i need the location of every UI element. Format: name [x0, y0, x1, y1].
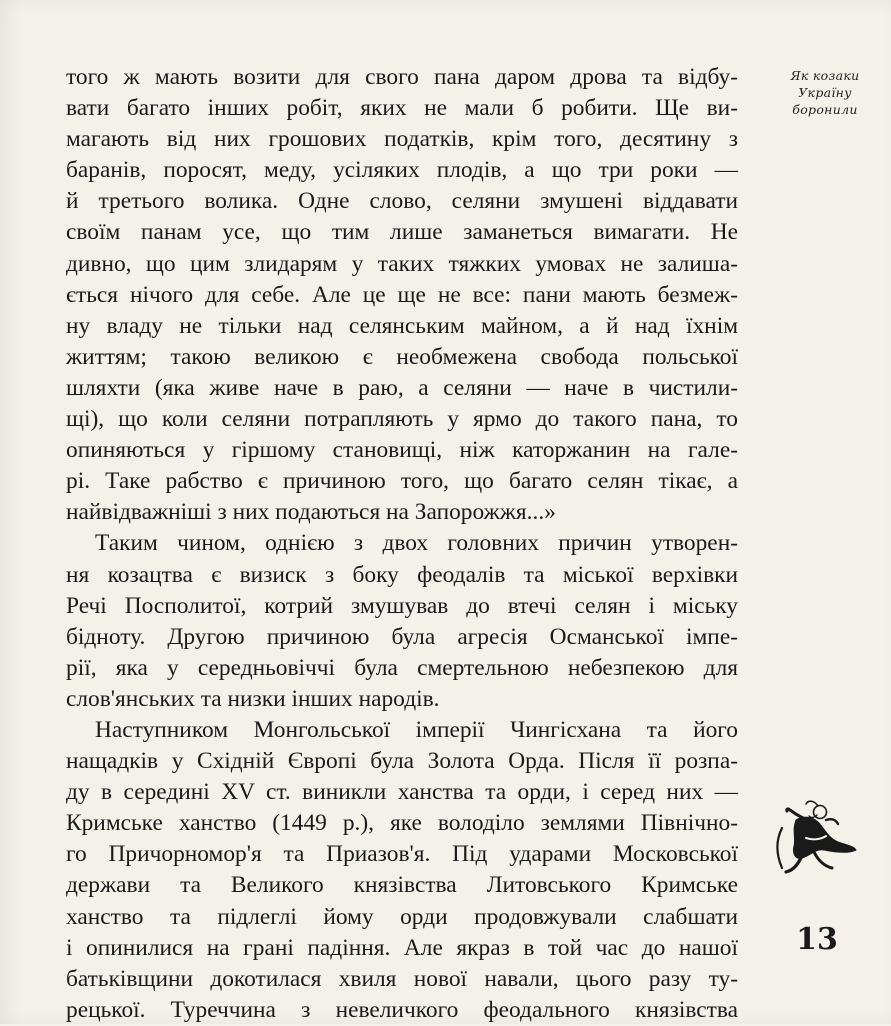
text-line: бідноту. Другою причиною була агресія Османської імпе-	[66, 623, 738, 650]
text-line: шляхти (яка живе наче в раю, а селяни — наче в чистили-	[66, 374, 738, 401]
text-line: щі), що коли селяни потрапляють у ярмо до такого пана, то	[66, 406, 738, 433]
text-line: дивно, що цим злидарям у таких тяжких умовах не залиша-	[66, 250, 738, 277]
text-line: опиняються у гіршому становищі, ніж каторжанин на гале-	[66, 437, 738, 464]
running-head-line-1: Як козаки	[790, 68, 860, 83]
text-line: держави та Великого князівства Литовського Кримське	[66, 872, 738, 899]
running-head-line-3: боронили	[792, 102, 858, 117]
running-head	[780, 67, 870, 118]
text-line: й третього волика. Одне слово, селяни змушені віддавати	[66, 188, 738, 215]
text-line: життям; такою великою є необмежена свобода польської	[66, 343, 738, 370]
text-line: і опинилися на грані падіння. Але якраз в той час до нашої	[66, 934, 738, 961]
text-line: ється нічого для себе. Але це ще не все: пани мають безмеж-	[66, 281, 738, 308]
text-line: ду в середині XV ст. виникли ханства та орди, і серед них —	[66, 779, 738, 806]
text-line: вати багато інших робіт, яких не мали б робити. Ще ви-	[66, 95, 738, 122]
text-line: нащадків у Східній Європі була Золота Орда. Після її розпа-	[66, 748, 738, 775]
text-line: Кримське ханство (1449 р.), яке володіло землями Північно-	[66, 810, 738, 837]
text-line: ну владу не тільки над селянським майном, а й над їхнім	[66, 312, 738, 339]
text-line: баранів, поросят, меду, усіляких плодів, а що три роки —	[66, 157, 738, 184]
text-line: Речі Посполитої, котрий змушував до втечі селян і міську	[66, 592, 738, 619]
text-line: батьківщини докотилася хвиля нової навали, цього разу ту-	[66, 965, 738, 992]
running-head-line-2: Україну	[798, 85, 852, 100]
body-text	[66, 62, 738, 1026]
text-line: Таким чином, однією з двох головних причин утворен-	[95, 530, 738, 557]
text-line: ня козацтва є визиск з боку феодалів та міської верхівки	[66, 561, 738, 588]
text-line: своїм панам усе, що тим лише заманеться вимагати. Не	[66, 219, 738, 246]
text-line: рі. Таке рабство є причиною того, що багато селян тікає, а	[66, 468, 738, 495]
cossack-figure-icon	[768, 798, 860, 878]
text-line: рії, яка у середньовіччі була смертельною небезпекою для	[66, 654, 738, 681]
text-line: того ж мають возити для свого пана даром дрова та відбу-	[66, 64, 738, 90]
text-line: Наступником Монгольської імперії Чингісхана та його	[95, 716, 738, 743]
text-line: го Причорномор'я та Приазов'я. Під ударами Московської	[66, 841, 738, 868]
text-line: рецької. Туреччина з невеличкого феодального князівства	[66, 996, 738, 1023]
text-line: магають від них грошових податків, крім того, десятину з	[66, 126, 738, 153]
page-number: 13	[796, 922, 838, 957]
text-line: ханство та підлеглі йому орди продовжували слабшати	[66, 903, 738, 930]
text-line: найвідважніші з них подаються на Запорожжя...»	[66, 499, 556, 526]
text-line: слов'янських та низки інших народів.	[66, 685, 440, 712]
